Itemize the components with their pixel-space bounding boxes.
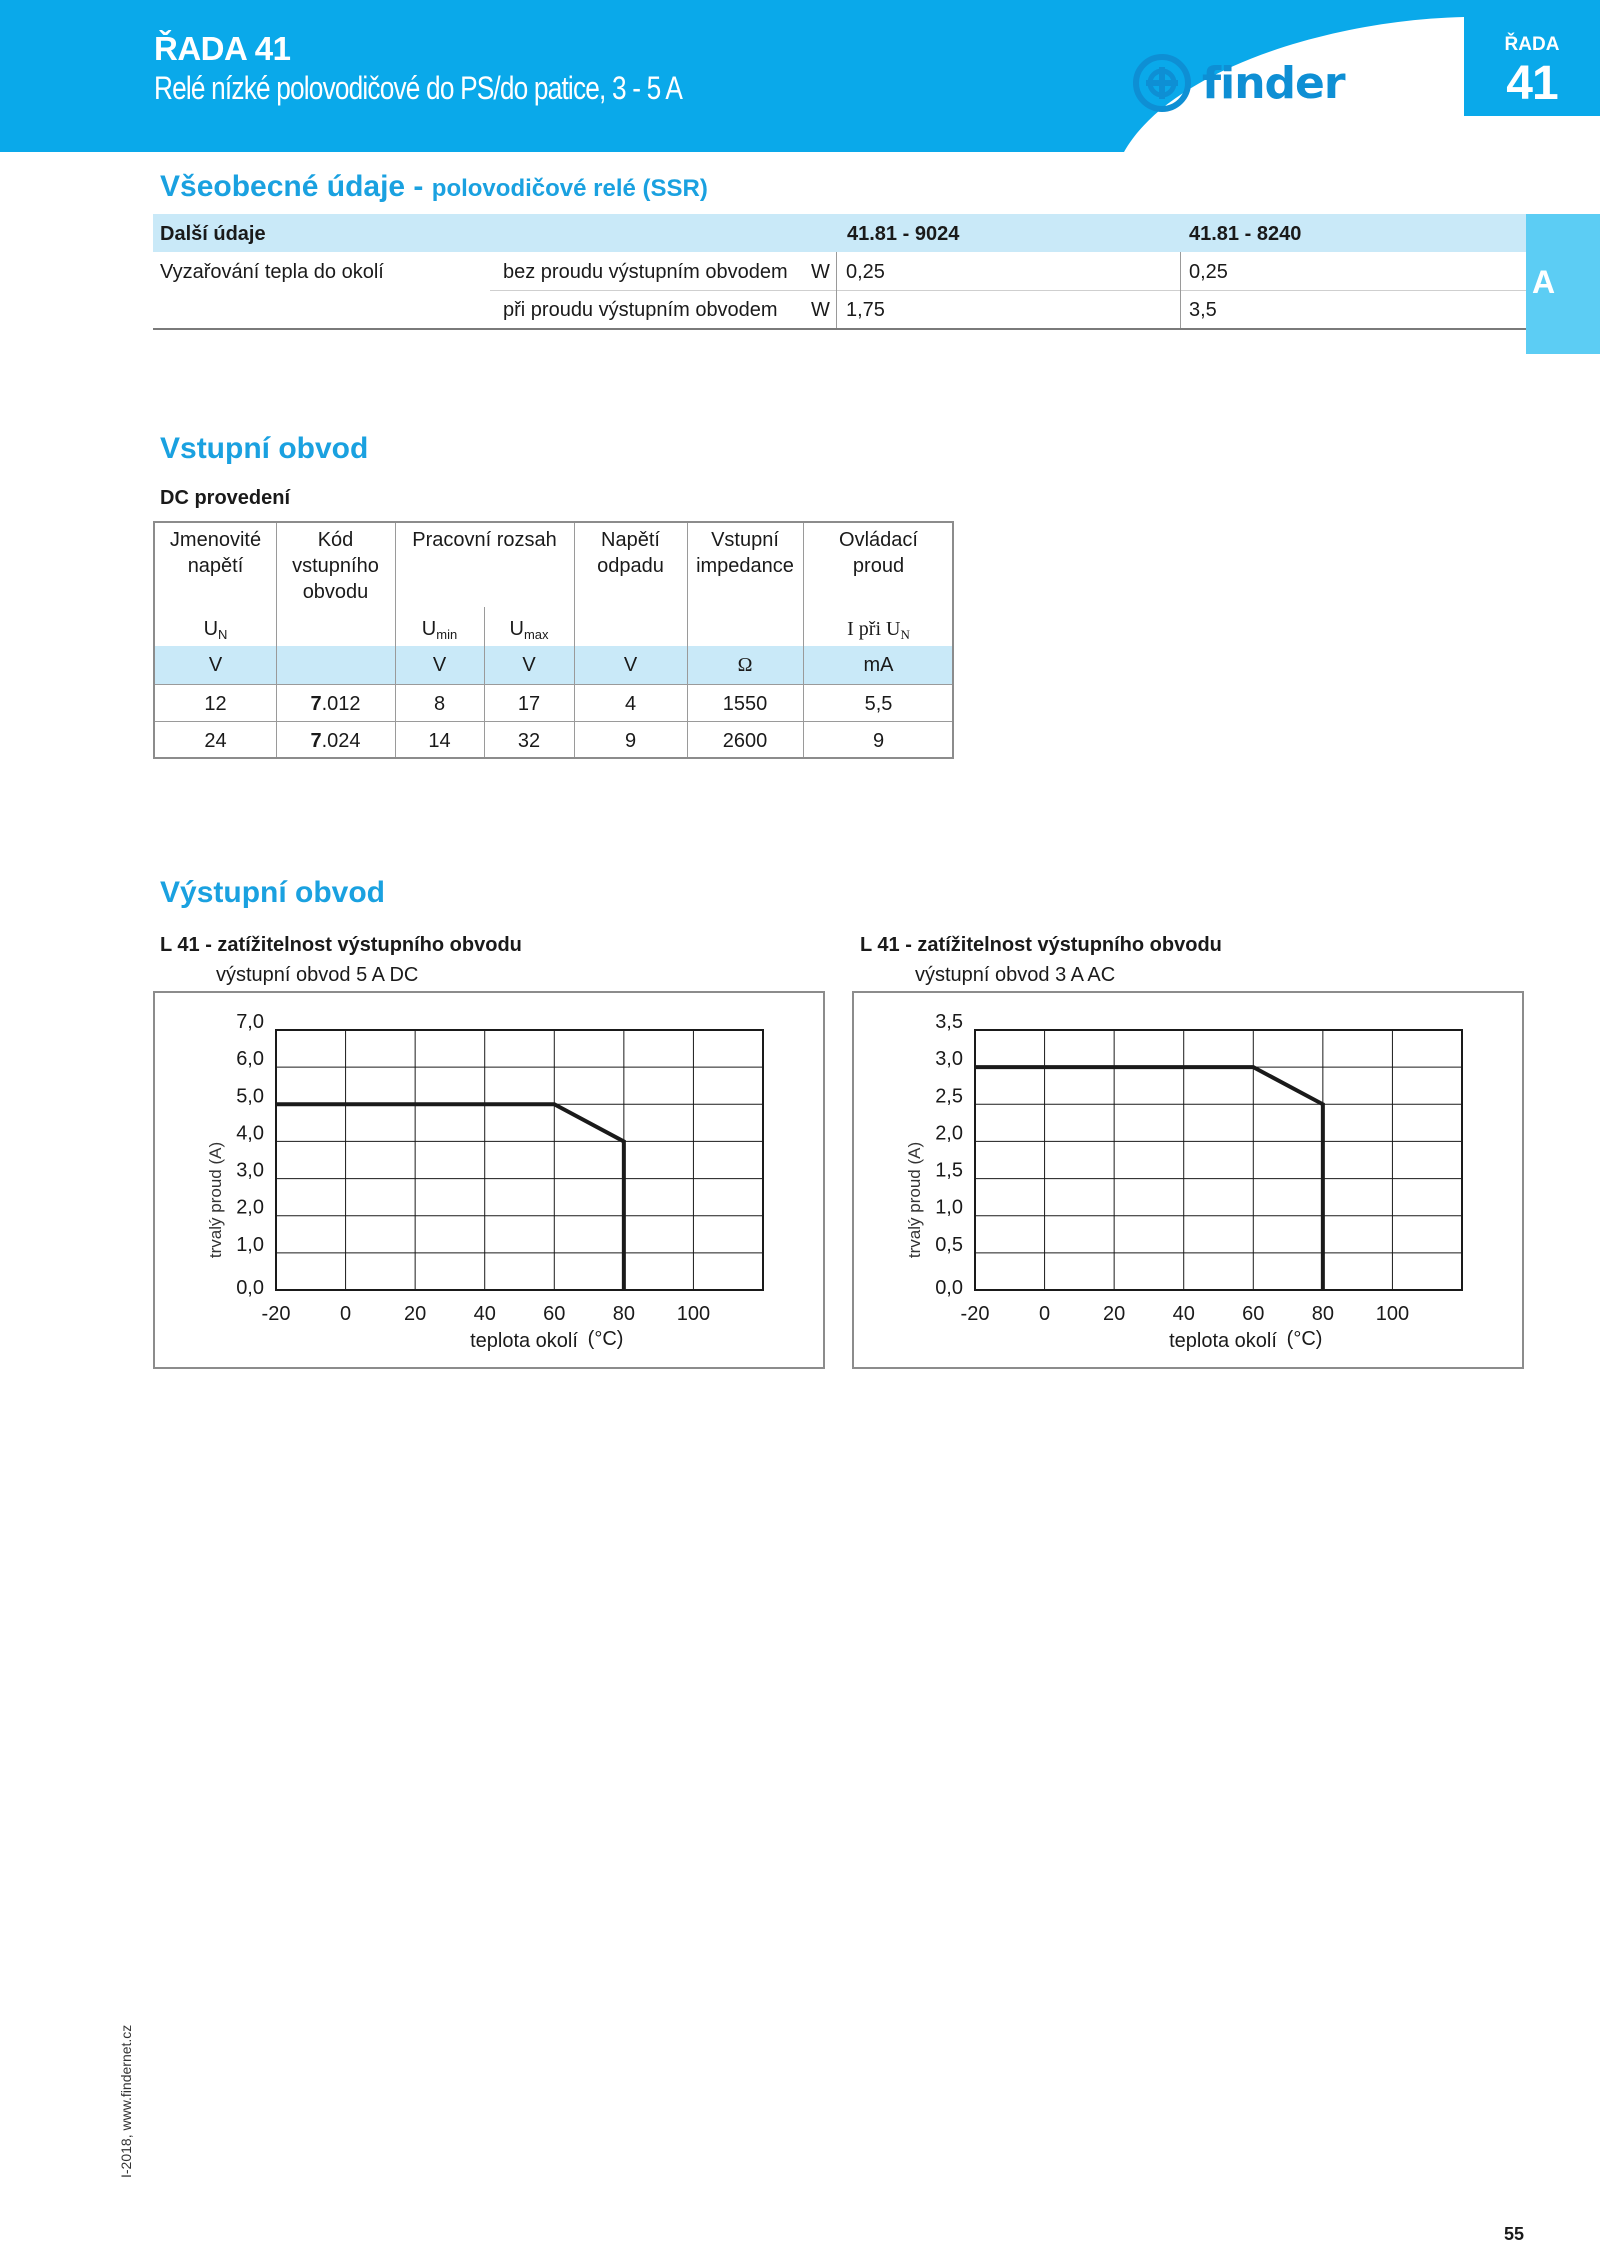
series-subtitle: Relé nízké polovodičové do PS/do patice, 3 - 5 A <box>154 70 683 106</box>
table-row <box>153 252 1526 290</box>
x-tick-label: 60 <box>1242 1303 1265 1325</box>
x-axis-unit: (°C) <box>1286 1328 1323 1350</box>
section-tab-letter: A <box>1532 264 1556 300</box>
general-row-condition: při proudu výstupním obvodem <box>503 299 778 321</box>
cell-impedance: 1550 <box>722 693 768 715</box>
chart-1-title: L 41 - zatížitelnost výstupního obvodu <box>160 934 522 956</box>
x-axis-label: teplota okolí <box>1169 1330 1277 1352</box>
x-tick-label: 40 <box>1172 1303 1195 1325</box>
header-code-3: obvodu <box>302 581 369 603</box>
chart-2 <box>854 993 1522 1367</box>
y-tick-label: 3,5 <box>935 1011 963 1033</box>
header-current-2: proud <box>852 555 905 577</box>
y-axis-label: trvalý proud (A) <box>206 1141 225 1259</box>
general-heading <box>160 170 708 204</box>
header-operating-range: Pracovní rozsah <box>412 529 557 551</box>
output-heading: Výstupní obvod <box>160 876 385 909</box>
table-row <box>153 290 1526 328</box>
cell-un: 12 <box>204 693 227 715</box>
cell-umax: 17 <box>517 693 541 715</box>
general-row-condition: bez proudu výstupním obvodem <box>503 261 788 283</box>
chart-1-subtitle: výstupní obvod 5 A DC <box>216 964 419 986</box>
y-tick-label: 0,0 <box>236 1277 264 1299</box>
x-tick-label: 20 <box>404 1303 427 1325</box>
cell-code: 7.012 <box>310 693 361 715</box>
general-head-label: Další údaje <box>160 223 266 245</box>
header-code-2: vstupního <box>292 555 379 577</box>
input-subheading: DC provedení <box>160 487 291 509</box>
cell-impedance: 2600 <box>722 730 768 752</box>
cell-dropout: 9 <box>624 730 637 752</box>
general-row-val2: 0,25 <box>1189 261 1228 283</box>
y-axis-label: trvalý proud (A) <box>905 1141 924 1259</box>
y-tick-label: 2,0 <box>236 1196 264 1219</box>
cell-umin: 8 <box>433 693 446 715</box>
header-rated-voltage-1: Jmenovité <box>169 529 262 551</box>
header-impedance-2: impedance <box>696 555 794 577</box>
y-tick-label: 1,0 <box>935 1196 963 1219</box>
symbol-un: $U_N$ <box>203 618 228 642</box>
x-tick-label: 80 <box>612 1303 635 1325</box>
general-table <box>153 214 1526 328</box>
finder-logo <box>1132 54 1345 112</box>
general-head-col1: 41.81 - 9024 <box>847 223 960 245</box>
chart-2-title: L 41 - zatížitelnost výstupního obvodu <box>860 934 1222 956</box>
cell-code: 7.024 <box>310 730 361 752</box>
y-tick-label: 5,0 <box>236 1085 264 1108</box>
unit-current: mA <box>863 654 894 676</box>
general-row-unit: W <box>811 261 830 283</box>
x-tick-label: 0 <box>340 1303 352 1325</box>
y-tick-label: 7,0 <box>236 1011 264 1033</box>
brand-name: finder <box>1202 57 1345 109</box>
header-code-1: Kód <box>317 529 354 551</box>
x-axis-unit: (°C) <box>587 1328 624 1350</box>
y-tick-label: 0,5 <box>935 1233 963 1256</box>
series-tab <box>1464 0 1600 116</box>
x-tick-label: 80 <box>1311 1303 1334 1325</box>
y-tick-label: 4,0 <box>236 1122 264 1145</box>
cell-current: 5,5 <box>864 693 893 715</box>
finder-logo-icon <box>1132 53 1192 113</box>
page-number: 55 <box>1503 2224 1524 2244</box>
header-impedance-1: Vstupní <box>711 529 779 551</box>
general-heading-main: Všeobecné údaje - <box>160 170 424 203</box>
y-tick-label: 1,0 <box>236 1233 264 1256</box>
x-tick-label: 0 <box>1039 1303 1051 1325</box>
x-tick-label: 20 <box>1103 1303 1126 1325</box>
header-dropout-2: odpadu <box>597 555 664 577</box>
chart-2-frame <box>852 991 1524 1369</box>
unit-umin: V <box>432 654 447 676</box>
general-row-val1: 1,75 <box>846 299 885 321</box>
unit-impedance: Ω <box>737 654 753 676</box>
x-tick-label: -20 <box>261 1303 291 1325</box>
unit-dropout: V <box>623 654 638 676</box>
symbol-umin: $U_{min}$ <box>421 618 458 642</box>
side-note: I-2018, www.findernet.cz <box>118 2024 134 2178</box>
general-row-label: Vyzařování tepla do okolí <box>160 261 384 283</box>
cell-current: 9 <box>872 730 885 752</box>
y-tick-label: 2,5 <box>935 1085 963 1108</box>
general-heading-small: polovodičové relé (SSR) <box>431 175 708 202</box>
symbol-current: I při $U_N$ <box>847 618 910 642</box>
header-dropout-1: Napětí <box>601 529 660 551</box>
x-tick-label: 60 <box>543 1303 566 1325</box>
general-row-val2: 3,5 <box>1189 299 1217 321</box>
series-title: ŘADA 41 <box>154 30 291 67</box>
chart-2-subtitle: výstupní obvod 3 A AC <box>915 964 1116 986</box>
x-tick-label: -20 <box>960 1303 990 1325</box>
derating-curve <box>276 1104 624 1290</box>
series-tab-number: 41 <box>1506 57 1558 110</box>
general-table-head <box>153 214 1526 252</box>
header-current-1: Ovládací <box>839 529 918 551</box>
x-tick-label: 100 <box>1375 1303 1410 1325</box>
cell-dropout: 4 <box>624 693 637 715</box>
unit-umax: V <box>522 654 536 676</box>
chart-1 <box>155 993 823 1367</box>
section-tab <box>1526 214 1600 354</box>
y-tick-label: 0,0 <box>935 1277 963 1299</box>
chart-1-frame <box>153 991 825 1369</box>
input-table <box>153 521 954 759</box>
general-row-val1: 0,25 <box>846 261 885 283</box>
header-rated-voltage-2: napětí <box>187 555 244 577</box>
series-tab-label: ŘADA <box>1504 34 1560 55</box>
general-row-unit: W <box>811 299 830 321</box>
y-tick-label: 3,0 <box>236 1159 264 1182</box>
y-tick-label: 2,0 <box>935 1122 963 1145</box>
x-tick-label: 40 <box>473 1303 496 1325</box>
general-head-col2: 41.81 - 8240 <box>1189 223 1302 245</box>
plot-area <box>276 1030 763 1290</box>
x-axis-label: teplota okolí <box>470 1330 578 1352</box>
unit-un: V <box>208 654 223 676</box>
cell-umax: 32 <box>517 730 541 752</box>
input-heading: Vstupní obvod <box>160 432 369 465</box>
y-tick-label: 1,5 <box>935 1159 963 1182</box>
x-tick-label: 100 <box>676 1303 711 1325</box>
cell-umin: 14 <box>428 730 451 752</box>
y-tick-label: 6,0 <box>236 1048 264 1071</box>
symbol-umax: $U_{max}$ <box>509 618 549 642</box>
y-tick-label: 3,0 <box>935 1048 963 1071</box>
cell-un: 24 <box>204 730 227 752</box>
